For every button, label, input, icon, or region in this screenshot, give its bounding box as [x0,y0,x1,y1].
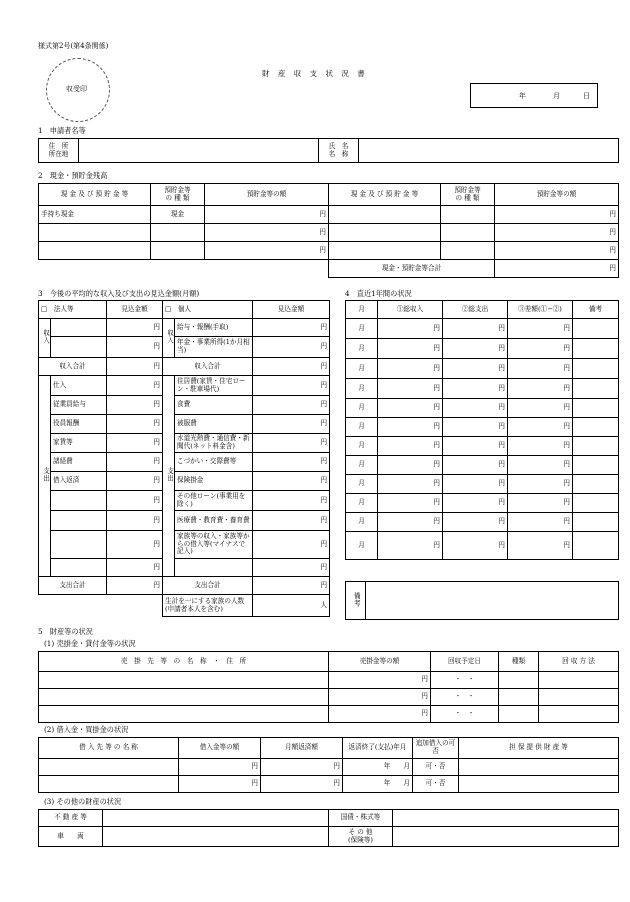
address-field[interactable] [79,139,319,163]
indiv-expense-amount[interactable]: 円 [253,376,330,396]
receivable-date[interactable]: ・ ・ [431,689,499,706]
indiv-expense-amount[interactable]: 円 [253,472,330,491]
cash-amount[interactable]: 円 [495,224,619,242]
annual-month[interactable]: 月 [346,399,378,418]
cash-total-label: 現金・預貯金等合計 [329,260,495,278]
corp-expense-total-label: 支出合計 [39,577,107,595]
annual-diff[interactable]: 円 [508,475,573,494]
annual-remarks[interactable] [573,437,619,456]
corp-expense-amount[interactable]: 円 [107,376,163,396]
corp-expense-amount[interactable]: 円 [107,531,163,559]
indiv-expense-amount[interactable]: 円 [253,396,330,415]
corp-expense-amount[interactable]: 円 [107,434,163,453]
annual-remarks[interactable] [573,379,619,399]
indiv-expense-item: 住居費(家賃・住宅ローン・駐車場代) [175,376,253,396]
annual-expense[interactable]: 円 [443,475,508,494]
annual-income[interactable]: 円 [378,319,443,339]
corp-expense-amount[interactable]: 円 [107,511,163,531]
annual-diff[interactable]: 円 [508,513,573,532]
loan-amount[interactable]: 円 [179,759,261,776]
other-assets-table [38,809,619,847]
annual-diff[interactable]: 円 [508,456,573,475]
corp-expense-amount[interactable]: 円 [107,472,163,491]
name-field[interactable] [359,139,619,163]
corp-expense-amount[interactable]: 円 [107,559,163,577]
cash-item[interactable] [329,206,441,224]
family-blank [39,595,163,617]
receivable-amount[interactable]: 円 [329,706,431,723]
receivables-header-amount: 売掛金等の額 [329,652,431,672]
cash-kind[interactable] [441,242,495,260]
annual-income[interactable]: 円 [378,399,443,418]
expense-side-label: 支出 [39,376,51,577]
indiv-expense-total-label: 支出合計 [163,577,253,595]
annual-expense[interactable]: 円 [443,319,508,339]
indiv-income-amount[interactable]: 円 [253,337,330,358]
income-side-label: 収入 [163,319,175,358]
indiv-expense-amount[interactable]: 円 [253,453,330,472]
loans-header-monthly: 月額返済額 [261,738,343,759]
receivable-amount[interactable]: 円 [329,672,431,689]
applicant-table [38,138,619,163]
annual-income[interactable]: 円 [378,475,443,494]
annual-month[interactable]: 月 [346,475,378,494]
document-title: 財 産 収 支 状 況 書 [262,69,368,78]
annual-income[interactable]: 円 [378,359,443,379]
receivables-header-type: 種類 [499,652,539,672]
loans-header-name: 借 入 先 等 の 名 称 [39,738,179,759]
corp-income-amount[interactable]: 円 [107,319,163,337]
loans-header-amount: 借入金等の額 [179,738,261,759]
real-estate-field[interactable] [103,810,329,827]
annual-expense[interactable]: 円 [443,437,508,456]
corp-income-amount[interactable]: 円 [107,337,163,358]
corp-expense-amount[interactable]: 円 [107,491,163,511]
annual-expense[interactable]: 円 [443,418,508,437]
annual-month[interactable]: 月 [346,437,378,456]
indiv-expense-item: 保険掛金 [175,472,253,491]
annual-expense[interactable]: 円 [443,399,508,418]
annual-month[interactable]: 月 [346,494,378,513]
receivables-table [38,651,619,723]
indiv-expense-amount[interactable]: 円 [253,511,330,531]
cash-kind[interactable] [151,242,205,260]
annual-remarks[interactable] [573,456,619,475]
loan-monthly[interactable]: 円 [261,759,343,776]
cash-amount[interactable]: 円 [205,242,329,260]
indiv-income-amount[interactable]: 円 [253,319,330,337]
annual-expense[interactable]: 円 [443,456,508,475]
date-day: 日 [583,92,590,100]
cash-total-amount[interactable]: 円 [495,260,619,278]
loan-name[interactable] [39,759,179,776]
corp-expense-amount[interactable]: 円 [107,415,163,434]
annual-expense[interactable]: 円 [443,359,508,379]
corp-expense-item[interactable] [51,559,107,577]
cash-header-5: 預貯金等 の 種 類 [441,184,495,206]
receivable-type[interactable] [499,706,539,723]
receivables-header-name: 売 掛 先 等 の 名 称 ・ 住 所 [39,652,329,672]
remarks-table [345,581,619,620]
indiv-expense-item: 水道光熱費・通信費・新聞代(ネット料金含) [175,434,253,453]
corp-expense-item: 家賃等 [51,434,107,453]
corp-expense-item: 役員報酬 [51,415,107,434]
corp-income-item[interactable] [51,319,107,337]
corp-amount-header: 見込金額 [107,301,163,319]
receivable-date[interactable]: ・ ・ [431,672,499,689]
receivable-type[interactable] [499,672,539,689]
loans-title: (2) 借入金・買掛金の状況 [44,725,129,734]
other-field[interactable] [393,827,619,847]
annual-diff[interactable]: 円 [508,379,573,399]
corp-expense-amount[interactable]: 円 [107,453,163,472]
annual-expense[interactable]: 円 [443,532,508,560]
indiv-expense-item: 被服費 [175,415,253,434]
cash-header-3: 預貯金等の額 [205,184,329,206]
section3-title: 3 今後の平均的な収入及び支出の見込金額(月額) [38,289,200,298]
annual-month[interactable]: 月 [346,359,378,379]
annual-header-diff: ③差額(①−②) [508,301,573,319]
annual-month[interactable]: 月 [346,339,378,359]
cash-row-kind[interactable]: 現金 [151,206,205,224]
receivable-method[interactable] [539,672,619,689]
form-number: 様式第2号(第4条関係) [38,42,109,50]
indiv-expense-amount[interactable]: 円 [253,434,330,453]
corp-expense-item[interactable] [51,531,107,559]
loans-table [38,737,619,793]
annual-diff[interactable]: 円 [508,494,573,513]
annual-remarks[interactable] [573,399,619,418]
indiv-expense-item: 食費 [175,396,253,415]
annual-remarks[interactable] [573,475,619,494]
loan-additional[interactable]: 可・否 [413,776,459,793]
indiv-amount-header: 見込金額 [253,301,330,319]
annual-remarks[interactable] [573,513,619,532]
corp-expense-item[interactable] [51,491,107,511]
cash-header-2: 預貯金等 の 種 類 [151,184,205,206]
annual-expense[interactable]: 円 [443,513,508,532]
remarks-field[interactable] [366,582,619,620]
annual-income[interactable]: 円 [378,437,443,456]
cash-item[interactable] [39,242,151,260]
corp-expense-item: 従業員給与 [51,396,107,415]
annual-header-expense: ②総支出 [443,301,508,319]
indiv-expense-amount[interactable]: 円 [253,415,330,434]
annual-remarks[interactable] [573,319,619,339]
loans-header-additional: 追加借入の可否 [413,738,459,759]
cash-amount[interactable]: 円 [205,224,329,242]
cash-amount[interactable]: 円 [495,206,619,224]
address-label: 住 所 所在地 [39,139,79,163]
receipt-stamp-label: 収受印 [66,85,87,93]
annual-month[interactable]: 月 [346,513,378,532]
annual-income[interactable]: 円 [378,339,443,359]
loan-amount[interactable]: 円 [179,776,261,793]
corp-expense-item: 仕入 [51,376,107,396]
cash-row-item[interactable]: 手持ち現金 [39,206,151,224]
indiv-expense-item: 家族等の収入・家族等からの借入等(マイナスで記入) [175,531,253,559]
annual-diff[interactable]: 円 [508,359,573,379]
corp-expense-item: 借入返済 [51,472,107,491]
indiv-expense-amount[interactable]: 円 [253,559,330,577]
cash-kind[interactable] [151,224,205,242]
income-expense-table [38,300,330,617]
annual-remarks[interactable] [573,339,619,359]
receivable-type[interactable] [499,689,539,706]
cash-header-6: 預貯金等の額 [495,184,619,206]
loan-additional[interactable]: 可・否 [413,759,459,776]
annual-income[interactable]: 円 [378,379,443,399]
annual-income[interactable]: 円 [378,456,443,475]
annual-diff[interactable]: 円 [508,399,573,418]
indiv-expense-item: その他ローン(事業用を除く) [175,491,253,511]
vehicle-label: 車 両 [39,827,103,847]
indiv-expense-item[interactable] [175,559,253,577]
date-year: 年 [519,92,526,100]
remarks-label: 備考 [346,582,366,620]
annual-income[interactable]: 円 [378,532,443,560]
loan-collateral[interactable] [459,759,619,776]
corp-income-total-label: 収入合計 [39,358,107,376]
family-count[interactable]: 人 [253,595,330,617]
indiv-expense-item: こづかい・交際費等 [175,453,253,472]
annual-expense[interactable]: 円 [443,339,508,359]
corp-header[interactable]: □ 法人等 [39,301,107,319]
loan-collateral[interactable] [459,776,619,793]
corp-expense-item[interactable] [51,511,107,531]
indiv-income-total-label: 収入合計 [163,358,253,376]
other-label: そ の 他 (保険等) [329,827,393,847]
cash-kind[interactable] [441,206,495,224]
family-count-label: 生計を一にする家族の人数(申請者本人を含む) [163,595,253,617]
annual-month[interactable]: 月 [346,379,378,399]
annual-remarks[interactable] [573,494,619,513]
annual-diff[interactable]: 円 [508,418,573,437]
corp-expense-amount[interactable]: 円 [107,396,163,415]
indiv-income-item: 給与・報酬(手取) [175,319,253,337]
corp-income-item[interactable] [51,337,107,358]
annual-status-table [345,300,619,560]
receivable-method[interactable] [539,706,619,723]
annual-month[interactable]: 月 [346,319,378,339]
receivable-name[interactable] [39,689,329,706]
annual-header-remarks: 備考 [573,301,619,319]
receivable-method[interactable] [539,689,619,706]
annual-diff[interactable]: 円 [508,319,573,339]
cash-kind[interactable] [441,224,495,242]
annual-month[interactable]: 月 [346,418,378,437]
annual-income[interactable]: 円 [378,494,443,513]
receivable-name[interactable] [39,672,329,689]
indiv-income-total[interactable]: 円 [253,358,330,376]
cash-amount[interactable]: 円 [205,206,329,224]
annual-income[interactable]: 円 [378,513,443,532]
securities-label: 国債・株式等 [329,810,393,827]
annual-expense[interactable]: 円 [443,494,508,513]
annual-remarks[interactable] [573,359,619,379]
indiv-header[interactable]: □ 個人 [163,301,253,319]
expense-side-label: 支出 [163,376,175,577]
cash-table [38,183,619,278]
loan-end[interactable]: 年 月 [343,759,413,776]
annual-diff[interactable]: 円 [508,437,573,456]
cash-item[interactable] [329,242,441,260]
name-label: 氏 名 名 称 [319,139,359,163]
section1-title: 1 申請者名等 [38,126,86,135]
other-assets-title: (3) その他の財産の状況 [44,797,122,806]
section4-title: 4 直近1年間の状況 [345,289,412,298]
section2-title: 2 現金・預貯金残高 [38,171,108,180]
securities-field[interactable] [393,810,619,827]
date-box[interactable] [470,83,598,108]
annual-header-month: 月 [346,301,378,319]
cash-amount[interactable]: 円 [495,242,619,260]
annual-diff[interactable]: 円 [508,532,573,560]
cash-header-4: 現 金 及 び 預 貯 金 等 [329,184,441,206]
receivable-name[interactable] [39,706,329,723]
annual-month[interactable]: 月 [346,456,378,475]
loan-monthly[interactable]: 円 [261,776,343,793]
corp-income-total[interactable]: 円 [107,358,163,376]
vehicle-field[interactable] [103,827,329,847]
indiv-expense-amount[interactable]: 円 [253,531,330,559]
loan-name[interactable] [39,776,179,793]
corp-expense-item: 諸経費 [51,453,107,472]
receivable-date[interactable]: ・ ・ [431,706,499,723]
cash-item[interactable] [39,224,151,242]
loans-header-end: 返済終了(支払)年月 [343,738,413,759]
real-estate-label: 不 動 産 等 [39,810,103,827]
loans-header-collateral: 担 保 提 供 財 産 等 [459,738,619,759]
annual-income[interactable]: 円 [378,418,443,437]
income-side-label: 収入 [39,319,51,358]
receivable-amount[interactable]: 円 [329,689,431,706]
indiv-expense-total[interactable]: 円 [253,577,330,595]
section5-title: 5 財産等の状況 [38,627,93,636]
indiv-expense-item: 医療費・教育費・養育費 [175,511,253,531]
annual-diff[interactable]: 円 [508,339,573,359]
annual-header-income: ①総収入 [378,301,443,319]
cash-header-1: 現 金 及 び 預 貯 金 等 [39,184,151,206]
annual-remarks[interactable] [573,532,619,560]
annual-expense[interactable]: 円 [443,379,508,399]
indiv-expense-amount[interactable]: 円 [253,491,330,511]
cash-blank [39,260,329,278]
receivables-header-date: 回収予定日 [431,652,499,672]
receivables-title: (1) 売掛金・貸付金等の状況 [44,639,136,648]
annual-month[interactable]: 月 [346,532,378,560]
cash-item[interactable] [329,224,441,242]
date-month: 月 [553,92,560,100]
receivables-header-method: 回 収 方 法 [539,652,619,672]
annual-remarks[interactable] [573,418,619,437]
corp-expense-total[interactable]: 円 [107,577,163,595]
loan-end[interactable]: 年 月 [343,776,413,793]
indiv-income-item: 年金・事業所得(1か月相当) [175,337,253,358]
